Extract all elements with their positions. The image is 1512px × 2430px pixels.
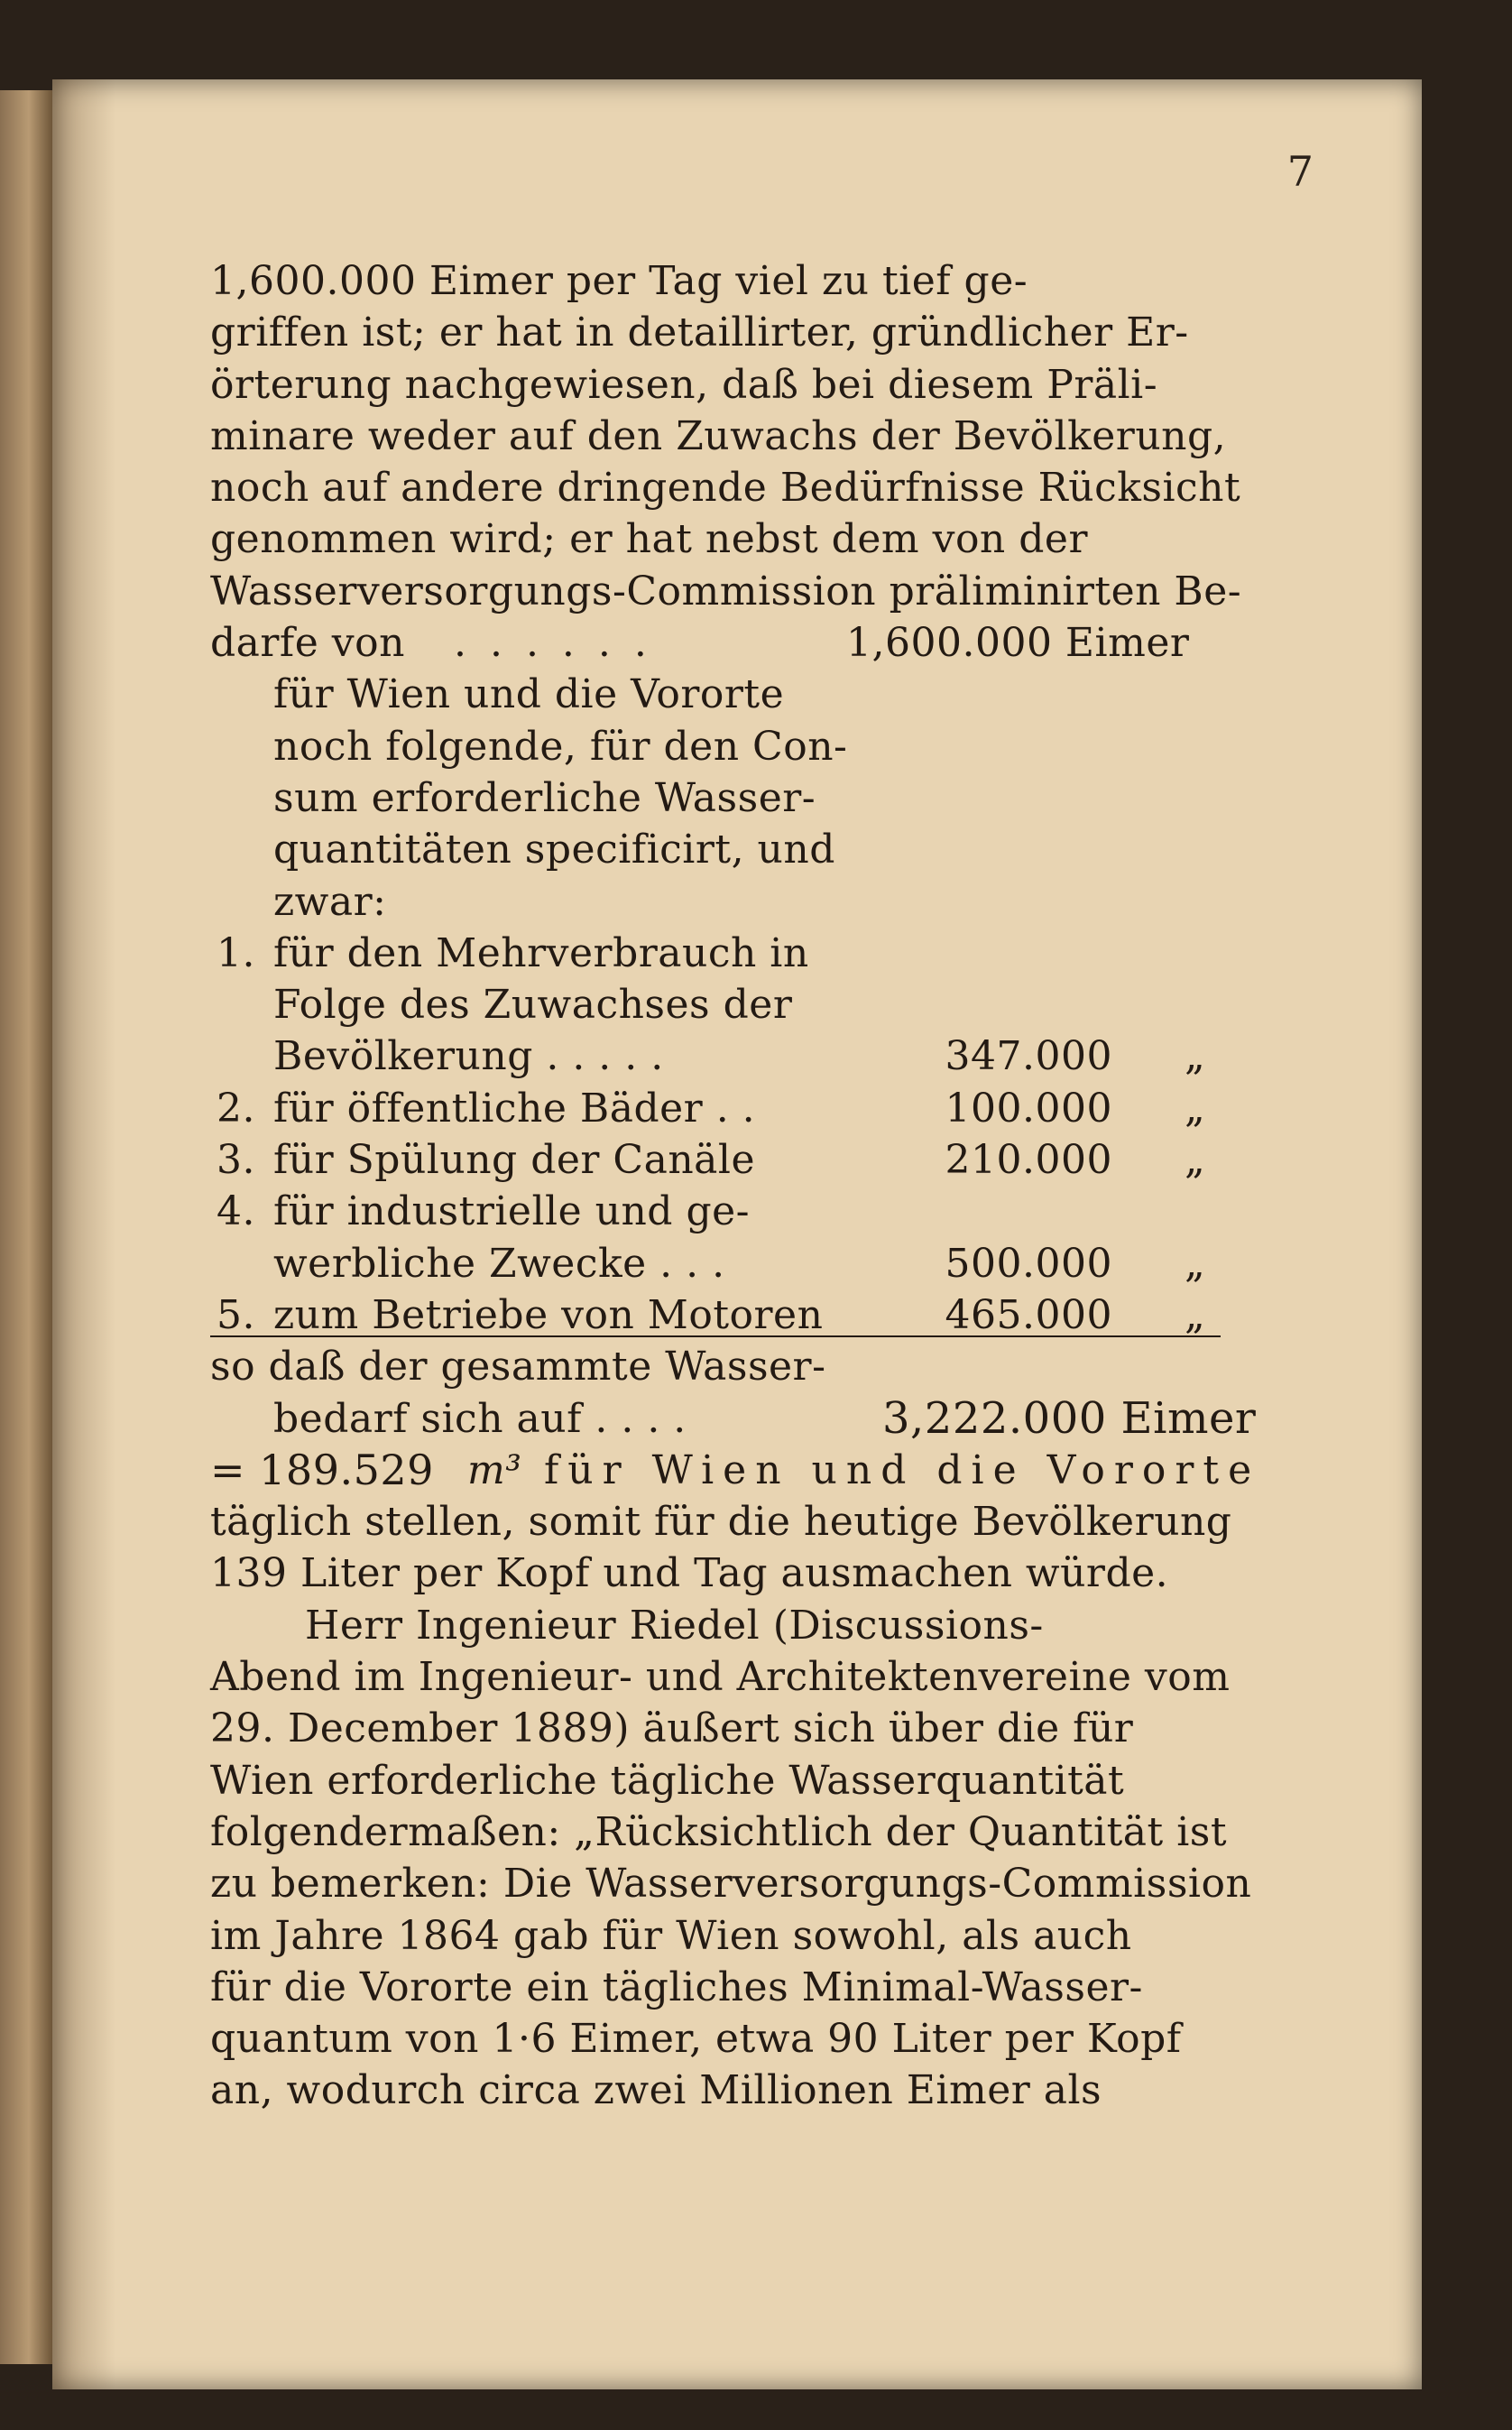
- item-label: zum Betriebe von Motoren: [273, 1291, 824, 1338]
- item-label: für Spülung der Canäle: [273, 1137, 755, 1184]
- sum-line: [210, 1392, 1257, 1445]
- intro-line: quantitäten specificirt, und: [273, 827, 835, 873]
- page-number: 7: [1286, 147, 1314, 196]
- list-item: [210, 1134, 1221, 1186]
- page-text: [210, 255, 1261, 2117]
- list-item: [210, 1289, 1221, 1341]
- item-value: 210.000: [945, 1137, 1112, 1184]
- text-line: noch auf andere dringende Bedürfnisse Rücksicht: [210, 465, 1241, 512]
- text-line: Wien erforderliche tägliche Wasserquantität: [210, 1757, 1125, 1804]
- item-value: 100.000: [945, 1085, 1112, 1132]
- item-number: 4.: [217, 1188, 255, 1235]
- text-line: genommen wird; er hat nebst dem von der: [210, 516, 1088, 563]
- list-item: [210, 928, 1221, 979]
- text-line: Herr Ingenieur Riedel (Discussions-: [305, 1602, 1044, 1649]
- item-number: 1.: [217, 929, 255, 976]
- list-item-continuation: [210, 1238, 1221, 1289]
- equals-value: = 189.529: [210, 1445, 434, 1494]
- text-line: folgendermaßen: „Rücksichtlich der Quantität ist: [210, 1808, 1228, 1855]
- equals-line: [210, 1445, 1261, 1496]
- list-item-continuation: [210, 1030, 1221, 1082]
- text-line: im Jahre 1864 gab für Wien sowohl, als auch: [210, 1912, 1132, 1959]
- base-demand-label: darfe von: [210, 620, 405, 667]
- item-label: Bevölkerung . . . . .: [273, 1033, 664, 1080]
- text-line: Abend im Ingenieur- und Architektenvereine vom: [210, 1654, 1231, 1701]
- base-demand-line: [210, 617, 1221, 669]
- book-page: [52, 79, 1422, 2389]
- sum-line: [210, 1341, 1221, 1392]
- item-value: 500.000: [945, 1240, 1112, 1287]
- list-item: [210, 1186, 1221, 1237]
- list-item-continuation: [210, 979, 1221, 1030]
- item-value: 347.000: [945, 1033, 1112, 1080]
- text-line: griffen ist; er hat in detaillirter, gründlicher Er-: [210, 310, 1189, 356]
- item-number: 2.: [217, 1085, 255, 1132]
- sum-label: so daß der gesammte Wasser-: [210, 1344, 826, 1391]
- item-number: 5.: [217, 1291, 255, 1338]
- intro-line: sum erforderliche Wasser-: [273, 774, 816, 821]
- text-line: 139 Liter per Kopf und Tag ausmachen würde.: [210, 1550, 1169, 1597]
- item-value: 465.000: [945, 1291, 1112, 1338]
- text-line: täglich stellen, somit für die heutige Bevölkerung: [210, 1499, 1232, 1546]
- item-unit: „: [1185, 1291, 1206, 1338]
- text-line: für die Vororte ein tägliches Minimal-Wasser-: [210, 1963, 1143, 2010]
- item-label: werbliche Zwecke . . .: [273, 1240, 725, 1287]
- equals-rest: für Wien und die Vororte: [544, 1446, 1261, 1493]
- sum-value: 3,222.000 Eimer: [882, 1392, 1257, 1444]
- text-line: minare weder auf den Zuwachs der Bevölkerung,: [210, 412, 1227, 459]
- equals-unit: m³: [467, 1446, 522, 1493]
- item-unit: „: [1185, 1137, 1206, 1184]
- left-page-edge: [0, 90, 52, 2364]
- intro-line: noch folgende, für den Con-: [273, 723, 848, 770]
- text-line: Wasserversorgungs-Commission präliminirten Be-: [210, 568, 1242, 614]
- list-item: [210, 1083, 1221, 1134]
- text-line: zu bemerken: Die Wasserversorgungs-Commission: [210, 1861, 1252, 1908]
- intro-line: für Wien und die Vororte: [273, 671, 785, 718]
- item-label: Folge des Zuwachses der: [273, 982, 793, 1029]
- base-demand-leader: . . . . . .: [454, 620, 652, 667]
- sum-label: bedarf sich auf . . . .: [273, 1395, 687, 1442]
- base-demand-value: 1,600.000 Eimer: [846, 620, 1190, 667]
- item-unit: „: [1185, 1085, 1206, 1132]
- text-line: örterung nachgewiesen, daß bei diesem Präli-: [210, 361, 1158, 408]
- text-line: 29. December 1889) äußert sich über die für: [210, 1705, 1134, 1752]
- item-label: für den Mehrverbrauch in: [273, 929, 809, 976]
- text-line: quantum von 1·6 Eimer, etwa 90 Liter per Kopf: [210, 2016, 1182, 2063]
- item-label: für industrielle und ge-: [273, 1188, 751, 1235]
- item-number: 3.: [217, 1137, 255, 1184]
- item-unit: „: [1185, 1240, 1206, 1287]
- item-unit: „: [1185, 1033, 1206, 1080]
- text-line: 1,600.000 Eimer per Tag viel zu tief ge-: [210, 258, 1028, 304]
- item-label: für öffentliche Bäder . .: [273, 1085, 756, 1132]
- intro-line: zwar:: [273, 878, 387, 925]
- text-line: an, wodurch circa zwei Millionen Eimer als: [210, 2067, 1102, 2114]
